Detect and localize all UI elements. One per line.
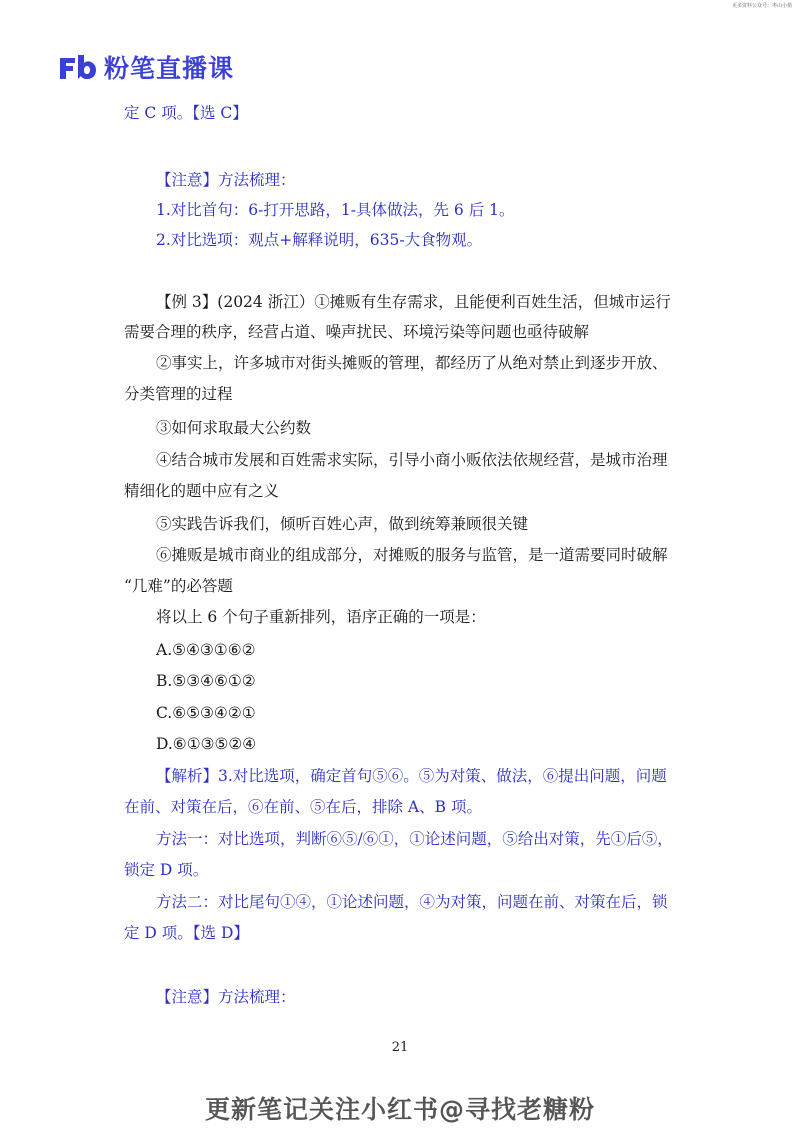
text-line: 将以上 6 个句子重新排列，语序正确的一项是： [156,608,486,626]
text-line: ⑤实践告诉我们，倾听百姓心声，做到统筹兼顾很关键 [156,515,529,533]
text-line: 定 C 项。【选 C】 [124,104,248,122]
text-line: B.⑤③④⑥①② [156,672,256,690]
text-line: 在前、对策在后，⑥在前、⑤在后，排除 A、B 项。 [124,798,482,816]
text-line: 方法二：对比尾句①④，①论述问题，④为对策，问题在前、对策在后，锁 [156,893,668,911]
text-line: ②事实上，许多城市对街头摊贩的管理，都经历了从绝对禁止到逐步开放、 [156,354,668,372]
text-line: 【解析】3.对比选项，确定首句⑤⑥。⑤为对策、做法，⑥提出问题，问题 [156,767,667,785]
text-line: ⑥摊贩是城市商业的组成部分，对摊贩的服务与监管，是一道需要同时破解 [156,546,668,564]
text-line: 锁定 D 项。 [124,861,209,879]
page-number: 21 [391,1040,409,1055]
text-line: A.⑤④③①⑥② [156,641,256,659]
corner-note: 更多资料公众号：枣山小猪 [731,3,792,9]
text-line: ④结合城市发展和百姓需求实际，引导小商小贩依法依规经营，是城市治理 [156,451,668,469]
brand-title: 粉笔直播课 [104,54,235,83]
text-line: 【注意】方法梳理： [156,988,296,1006]
text-line: 需要合理的秩序，经营占道、噪声扰民、环境污染等问题也亟待破解 [124,323,590,341]
text-line: D.⑥①③⑤②④ [156,735,257,753]
text-line: C.⑥⑤③④②① [156,704,256,722]
brand-header [58,50,234,84]
text-line: ③如何求取最大公约数 [156,419,312,437]
text-line: 2.对比选项：观点+解释说明，635-大食物观。 [156,231,483,249]
fb-logo-icon [58,52,98,82]
text-line: 定 D 项。【选 D】 [124,924,249,942]
text-line: 精细化的题中应有之义 [124,482,280,500]
watermark-text: 更新笔记关注小红书@寻找老糖粉 [204,1095,595,1124]
text-line: 【例 3】(2024 浙江）①摊贩有生存需求，且能便利百姓生活，但城市运行 [156,293,671,311]
text-line: 1.对比首句：6-打开思路，1-具体做法，先 6 后 1。 [156,201,515,219]
text-line: 方法一：对比选项，判断⑥⑤/⑥①，①论述问题，⑤给出对策，先①后⑤， [156,830,673,848]
text-line: 分类管理的过程 [124,385,233,403]
text-line: “几难”的必答题 [124,577,233,595]
text-line: 【注意】方法梳理： [156,171,296,189]
